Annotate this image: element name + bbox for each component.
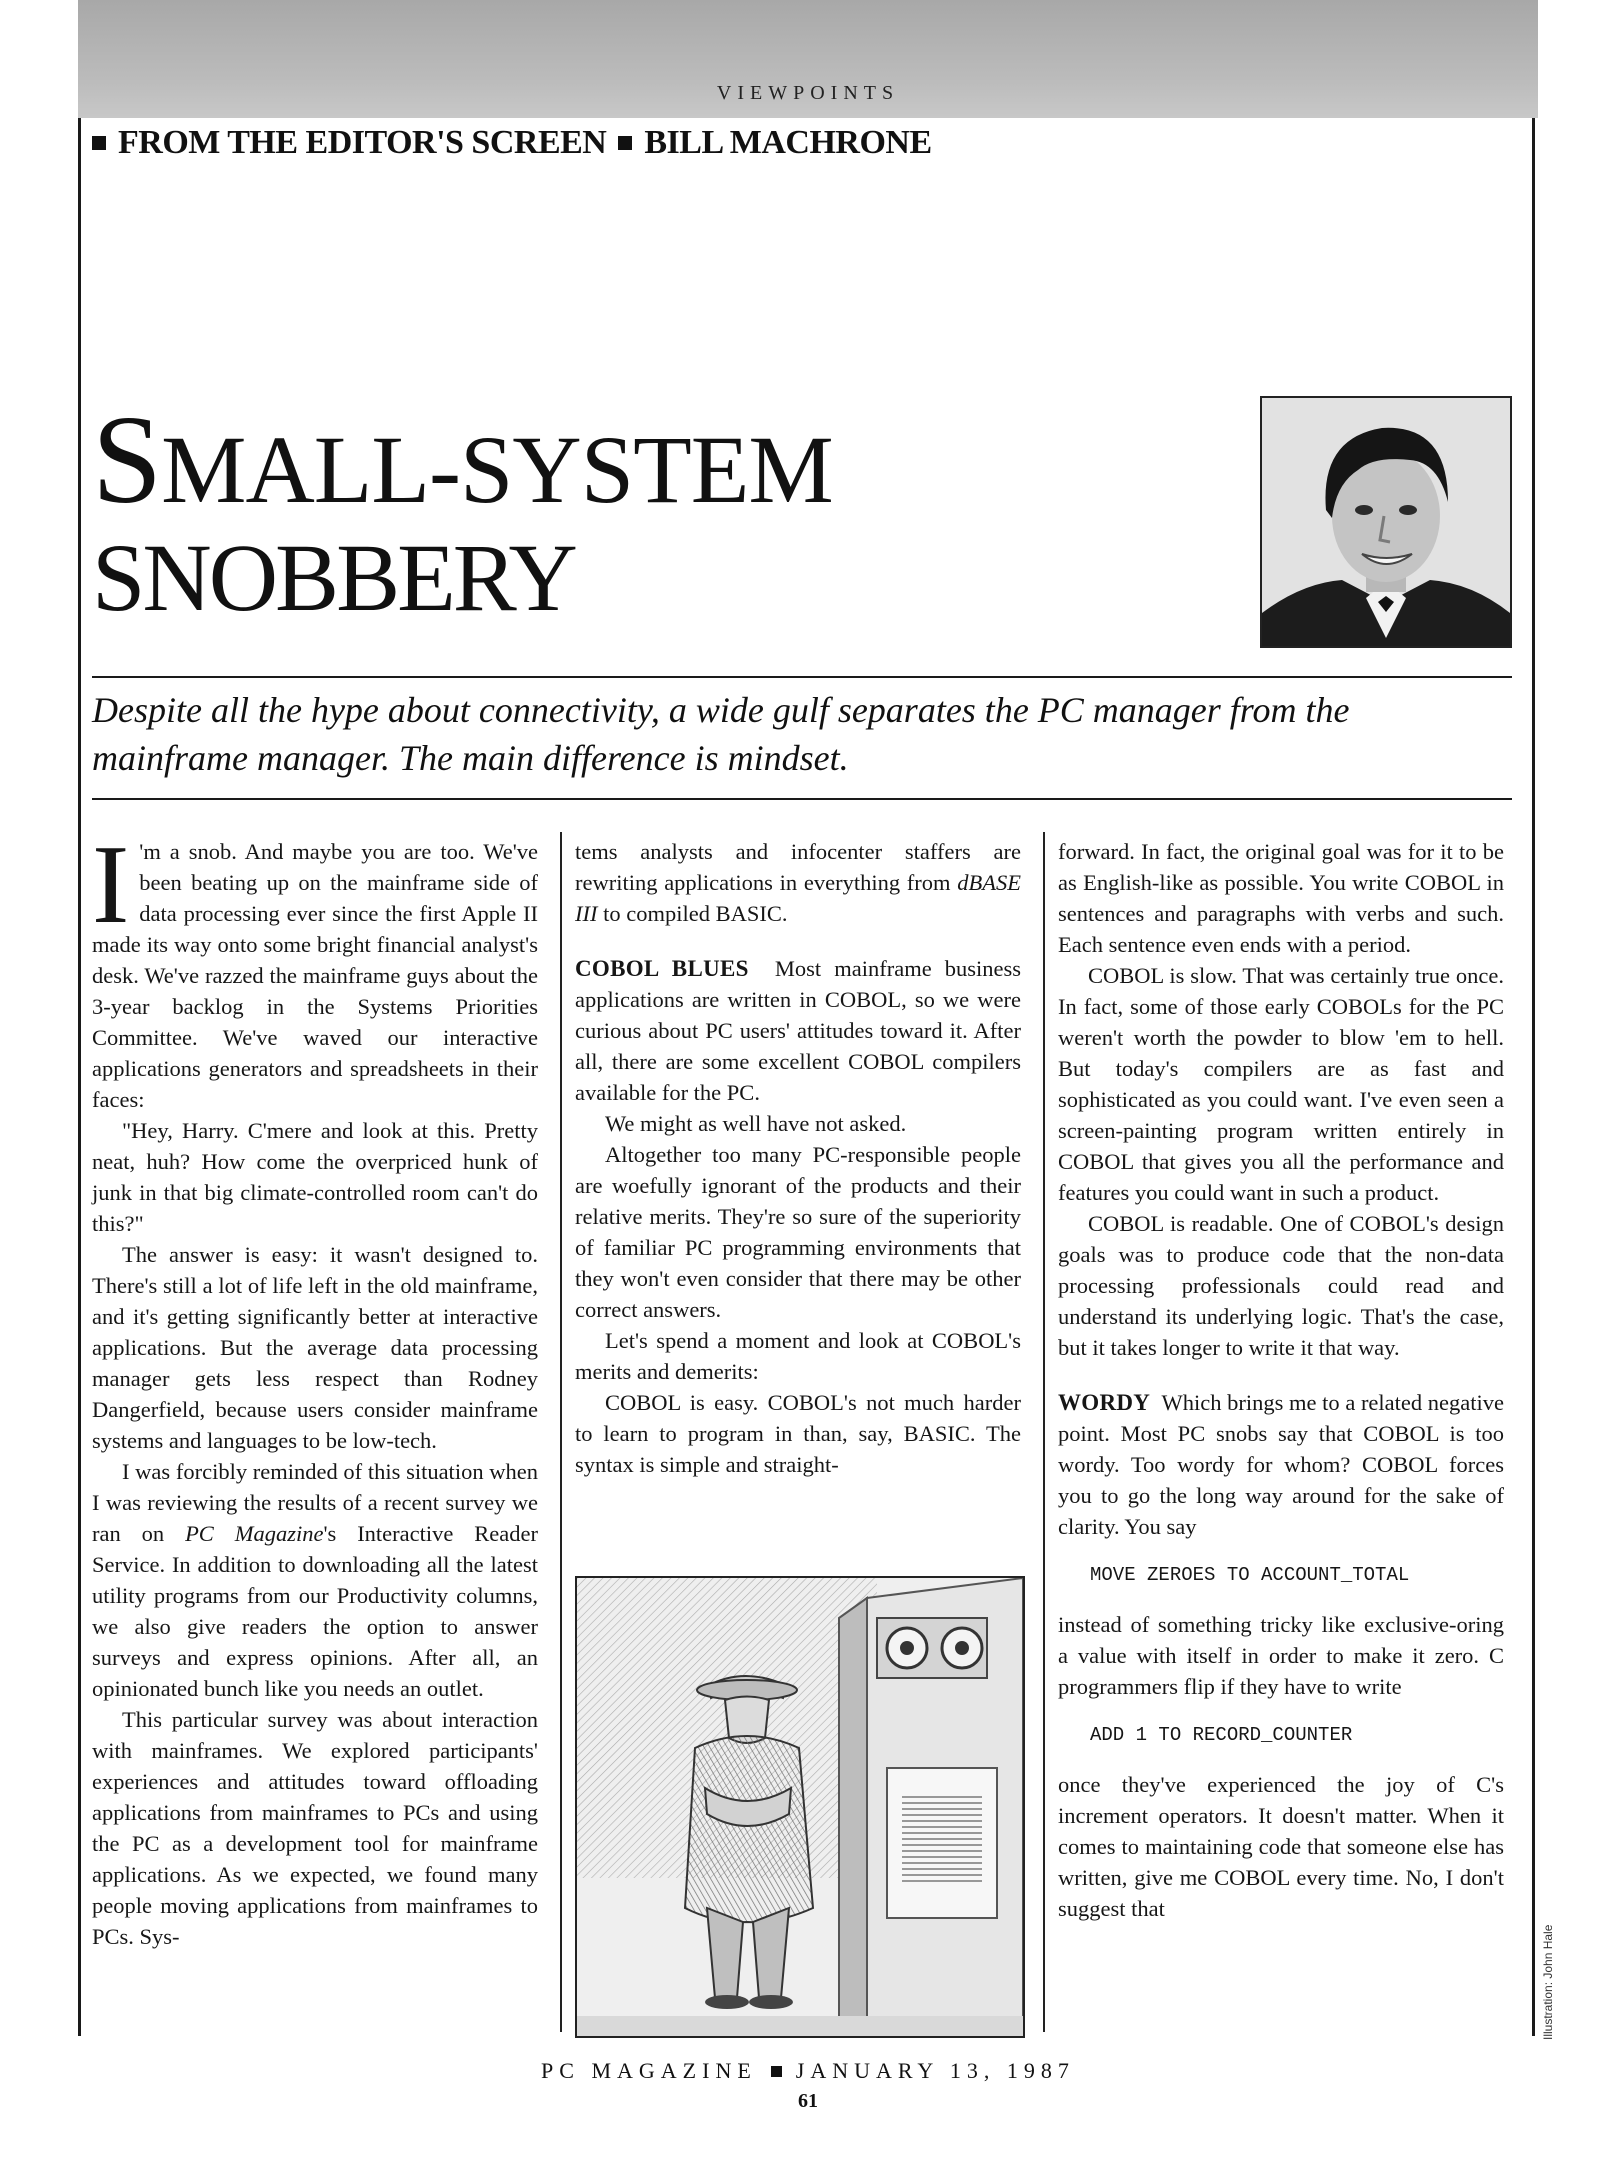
bullet-square-icon bbox=[92, 136, 106, 150]
paragraph-text: I was forcibly reminded of this situation when I was reviewing the results of a recent survey we ran on bbox=[92, 1459, 538, 1546]
subhead: WORDY bbox=[1058, 1390, 1151, 1415]
magazine-name: PC Magazine bbox=[185, 1521, 324, 1546]
right-frame-rule bbox=[1532, 118, 1535, 2036]
page-number: 61 bbox=[798, 2090, 818, 2112]
issue-date: JANUARY 13, 1987 bbox=[795, 2058, 1075, 2083]
paragraph bbox=[575, 836, 1021, 929]
subhead: COBOL BLUES bbox=[575, 956, 749, 981]
paragraph-text: 'm a snob. And maybe you are too. We've been beating up on the mainframe side of data processing ever since the first Apple II made its way onto some bright financial analyst's desk. We've razzed the mainframe guys about the 3-year backlog in the Systems Priorities Committee. We've waved our interactive applications generators and spreadsheets in their faces: bbox=[92, 839, 538, 1112]
paragraph: COBOL is easy. COBOL's not much harder to learn to program in than, say, BASIC. The syntax is simple and straight- bbox=[575, 1390, 1021, 1477]
column-divider bbox=[1043, 832, 1045, 2032]
paragraph: This particular survey was about interaction with mainframes. We explored participants' experiences and attitudes toward offloading applications from mainframes to PCs and using the PC as a development tool for mainframe applications. As we expected, we found many people moving applications from mainframes to PCs. Sys- bbox=[92, 1707, 538, 1949]
author-portrait bbox=[1260, 396, 1512, 648]
magazine-title: PC MAGAZINE bbox=[541, 2058, 757, 2083]
body-column-3 bbox=[1058, 836, 1504, 1924]
paragraph: forward. In fact, the original goal was for it to be as English-like as possible. You write COBOL in sentences and paragraphs with verbs and such. Each sentence even ends with a period. bbox=[1058, 839, 1504, 957]
paragraph: We might as well have not asked. bbox=[605, 1111, 907, 1136]
paragraph-text: Which brings me to a related negative point. Most PC snobs say that COBOL is too wordy. Too wordy for whom? COBOL forces you to go the long way around for the sake of clarity. You say bbox=[1058, 1390, 1505, 1539]
column-divider bbox=[560, 832, 562, 2032]
paragraph: Let's spend a moment and look at COBOL's merits and demerits: bbox=[575, 1328, 1021, 1384]
drop-cap: I bbox=[92, 823, 130, 947]
headline bbox=[92, 391, 833, 631]
column-kicker bbox=[92, 124, 932, 162]
paragraph-text: 's Interactive Reader Service. In addition to downloading all the latest utility programs from our Productivity columns, we also give readers the option to answer surveys and express opinions. After all, an opinionated bunch like you needs an outlet. bbox=[92, 1521, 538, 1701]
paragraph: once they've experienced the joy of C's increment operators. It doesn't matter. When it comes to maintaining code that someone else has written, give me COBOL every time. No, I don't suggest that bbox=[1058, 1772, 1504, 1921]
headline-line-1 bbox=[92, 391, 833, 530]
body-column-1 bbox=[92, 823, 538, 1952]
illustration-drawing bbox=[577, 1578, 1023, 2036]
paragraph bbox=[1058, 1387, 1504, 1542]
paragraph: Altogether too many PC-responsible people are woefully ignorant of the products and their relative merits. They're so sure of the superiority of familiar PC programming environments that they won't even consider that there may be other correct answers. bbox=[575, 1142, 1021, 1322]
paragraph bbox=[575, 953, 1021, 1108]
deck-top-rule bbox=[92, 676, 1512, 678]
code-sample: ADD 1 TO RECORD_COUNTER bbox=[1090, 1724, 1353, 1746]
headline-line-2: SNOBBERY bbox=[92, 524, 575, 631]
section-label: VIEWPOINTS bbox=[716, 82, 900, 104]
column-name: FROM THE EDITOR'S SCREEN bbox=[118, 124, 607, 161]
paragraph: instead of something tricky like exclusive-oring a value with itself in order to make it zero. C programmers flip if they have to write bbox=[1058, 1612, 1504, 1699]
page-footer bbox=[78, 2058, 1538, 2084]
bullet-square-icon bbox=[618, 136, 632, 150]
paragraph bbox=[92, 1456, 538, 1704]
paragraph-text: Most mainframe business applications are written in COBOL, so we were curious about PC users' attitudes toward it. After all, there are some excellent COBOL compilers available for the PC. bbox=[575, 956, 1022, 1105]
body-column-2 bbox=[575, 836, 1021, 1480]
paragraph: COBOL is slow. That was certainly true once. In fact, some of those early COBOLs for the PC weren't worth the powder to blow 'em to hell. But today's compilers are as fast and sophisticated as you could want. I've even seen a screen-painting program written entirely in COBOL that gives you all the performance and features you could want in such a product. bbox=[1058, 963, 1504, 1205]
deck-bottom-rule bbox=[92, 798, 1512, 800]
paragraph: The answer is easy: it wasn't designed to. There's still a lot of life left in the old mainframe, and it's getting significantly better at interactive applications. But the average data processing manager gets less respect than Rodney Dangerfield, because users consider mainframe systems and languages to be low-tech. bbox=[92, 1242, 538, 1453]
bullet-square-icon bbox=[771, 2066, 782, 2077]
illustration-credit: Illustration: John Hale bbox=[1541, 1924, 1555, 2040]
illustration bbox=[575, 1576, 1025, 2038]
author-name: BILL MACHRONE bbox=[644, 124, 932, 161]
product-name: dBASE III bbox=[575, 870, 1021, 926]
deck-subtitle: Despite all the hype about connectivity, a wide gulf separates the PC manager from the mainframe manager. The main difference is mindset. bbox=[92, 690, 1350, 778]
paragraph-text: tems analysts and infocenter staffers are rewriting applications in everything from bbox=[575, 839, 1021, 895]
left-frame-rule bbox=[78, 118, 81, 2036]
paragraph: COBOL is readable. One of COBOL's design goals was to produce code that the non-data processing professionals could read and understand its underlying logic. That's the case, but it takes longer to write it that way. bbox=[1058, 1211, 1504, 1360]
code-sample: MOVE ZEROES TO ACCOUNT_TOTAL bbox=[1090, 1564, 1410, 1586]
paragraph bbox=[92, 823, 538, 1115]
portrait-photo bbox=[1262, 398, 1510, 646]
headline-line-1-rest: MALL-SYSTEM bbox=[161, 416, 833, 523]
paragraph: "Hey, Harry. C'mere and look at this. Pretty neat, huh? How come the overpriced hunk of junk in that big climate-controlled room can't do this?" bbox=[92, 1118, 538, 1236]
paragraph-text: to compiled BASIC. bbox=[597, 901, 788, 926]
headline-initial: S bbox=[92, 391, 162, 530]
